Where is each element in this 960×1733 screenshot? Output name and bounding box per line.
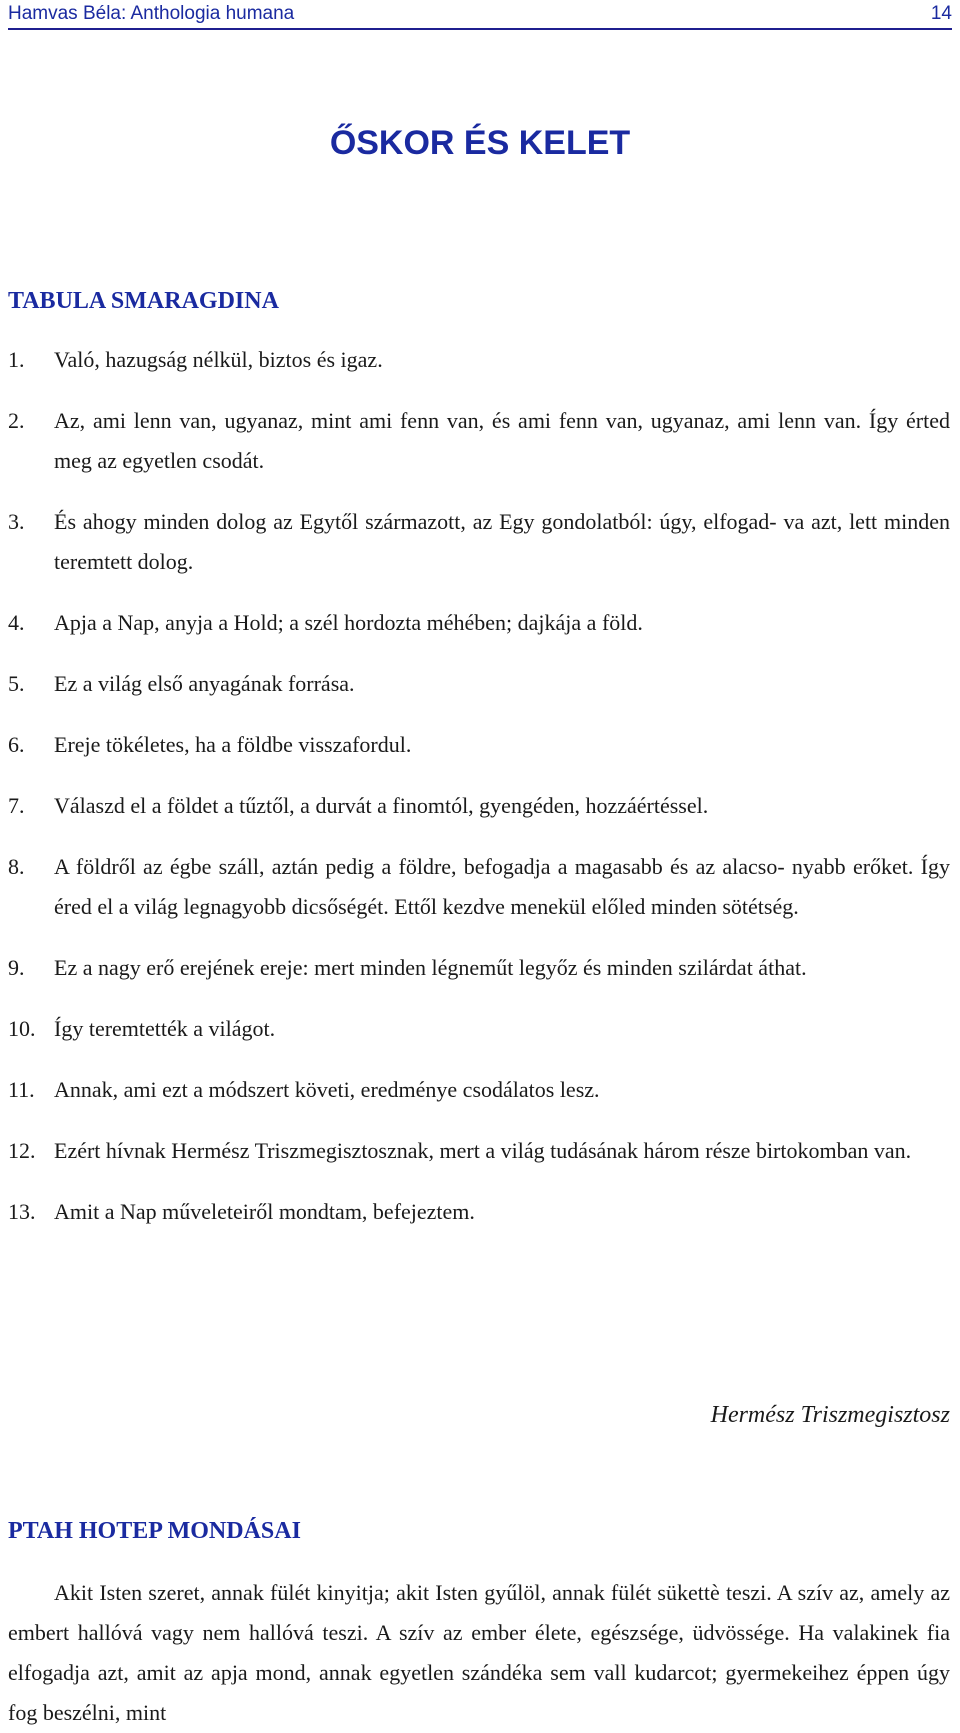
list-item-number: 1. — [8, 347, 25, 372]
list-item-number: 4. — [8, 610, 25, 635]
list-item-number: 6. — [8, 732, 25, 757]
list-item-text: Az, ami lenn van, ugyanaz, mint ami fenn van, és ami fenn van, ugyanaz, ami lenn van. Így érted meg az egyetlen csodát. — [54, 408, 950, 473]
list-item-text: Apja a Nap, anyja a Hold; a szél hordozta méhében; dajkája a föld. — [54, 610, 643, 635]
list-item — [8, 1192, 950, 1232]
list-item-text: Amit a Nap műveleteiről mondtam, befejeztem. — [54, 1199, 475, 1224]
body-paragraph: Akit Isten szeret, annak fülét kinyitja; akit Isten gyűlöl, annak fülét sükettè teszi. A szív az, amely az embert hallóvá vagy nem hallóvá teszi. A szív az ember élete, egészsége, üdvössége. Ha valakinek fia elfogadja azt, amit az apja mond, annak egyetlen szándéka sem vall kudarcot; gyermekeihez éppen úgy fog beszélni, mint — [8, 1580, 950, 1725]
list-item — [8, 664, 950, 704]
list-item — [8, 1131, 950, 1171]
list-item-number: 5. — [8, 671, 25, 696]
list-item — [8, 401, 950, 481]
list-item — [8, 340, 950, 380]
chapter-title: ŐSKOR ÉS KELET — [329, 124, 631, 162]
running-header — [8, 0, 952, 30]
list-item-text: Így teremtették a világot. — [54, 1016, 276, 1041]
list-item-number: 8. — [8, 854, 25, 879]
numbered-list — [8, 340, 950, 1253]
list-item-text: Annak, ami ezt a módszert követi, eredménye csodálatos lesz. — [54, 1077, 600, 1102]
list-item-number: 10. — [8, 1016, 36, 1041]
list-item-text: Ereje tökéletes, ha a földbe visszafordul. — [54, 732, 412, 757]
list-item — [8, 948, 950, 988]
list-item-number: 7. — [8, 793, 25, 818]
list-item-number: 9. — [8, 955, 25, 980]
list-item-number: 12. — [8, 1138, 36, 1163]
list-item-number: 13. — [8, 1199, 36, 1224]
list-item-number: 11. — [8, 1077, 35, 1102]
list-item — [8, 1009, 950, 1049]
list-item-text: Ez a világ első anyagának forrása. — [54, 671, 355, 696]
list-item-text: Válaszd el a földet a tűztől, a durvát a finomtól, gyengéden, hozzáértéssel. — [54, 793, 709, 818]
list-item-text: A földről az égbe száll, aztán pedig a földre, befogadja a magasabb és az alacso- nyabb erőket. Így éred el a világ legnagyobb dicsőségét. Ettől kezdve menekül előled minden sötétség. — [54, 854, 950, 919]
list-item-number: 3. — [8, 509, 25, 534]
list-item-text: Ezért hívnak Hermész Triszmegisztosznak, mert a világ tudásának három része birtokomban van. — [54, 1138, 912, 1163]
list-item-text: Ez a nagy erő erejének ereje: mert minden légneműt legyőz és minden szilárdat áthat. — [54, 955, 807, 980]
list-item — [8, 786, 950, 826]
section-heading-tabula-smaragdina: TABULA SMARAGDINA — [8, 288, 279, 314]
list-item — [8, 502, 950, 582]
running-header-title: Hamvas Béla: Anthologia humana — [8, 3, 295, 24]
list-item-text: Való, hazugság nélkül, biztos és igaz. — [54, 347, 383, 372]
list-item — [8, 603, 950, 643]
attribution-signature: Hermész Triszmegisztosz — [710, 1402, 950, 1428]
page-number: 14 — [930, 3, 952, 24]
list-item — [8, 847, 950, 927]
list-item — [8, 725, 950, 765]
section-heading-ptah-hotep: PTAH HOTEP MONDÁSAI — [8, 1518, 301, 1544]
list-item-text: És ahogy minden dolog az Egytől származott, az Egy gondolatból: úgy, elfogad- va azt, lett minden teremtett dolog. — [54, 509, 950, 574]
list-item-number: 2. — [8, 408, 25, 433]
list-item — [8, 1070, 950, 1110]
